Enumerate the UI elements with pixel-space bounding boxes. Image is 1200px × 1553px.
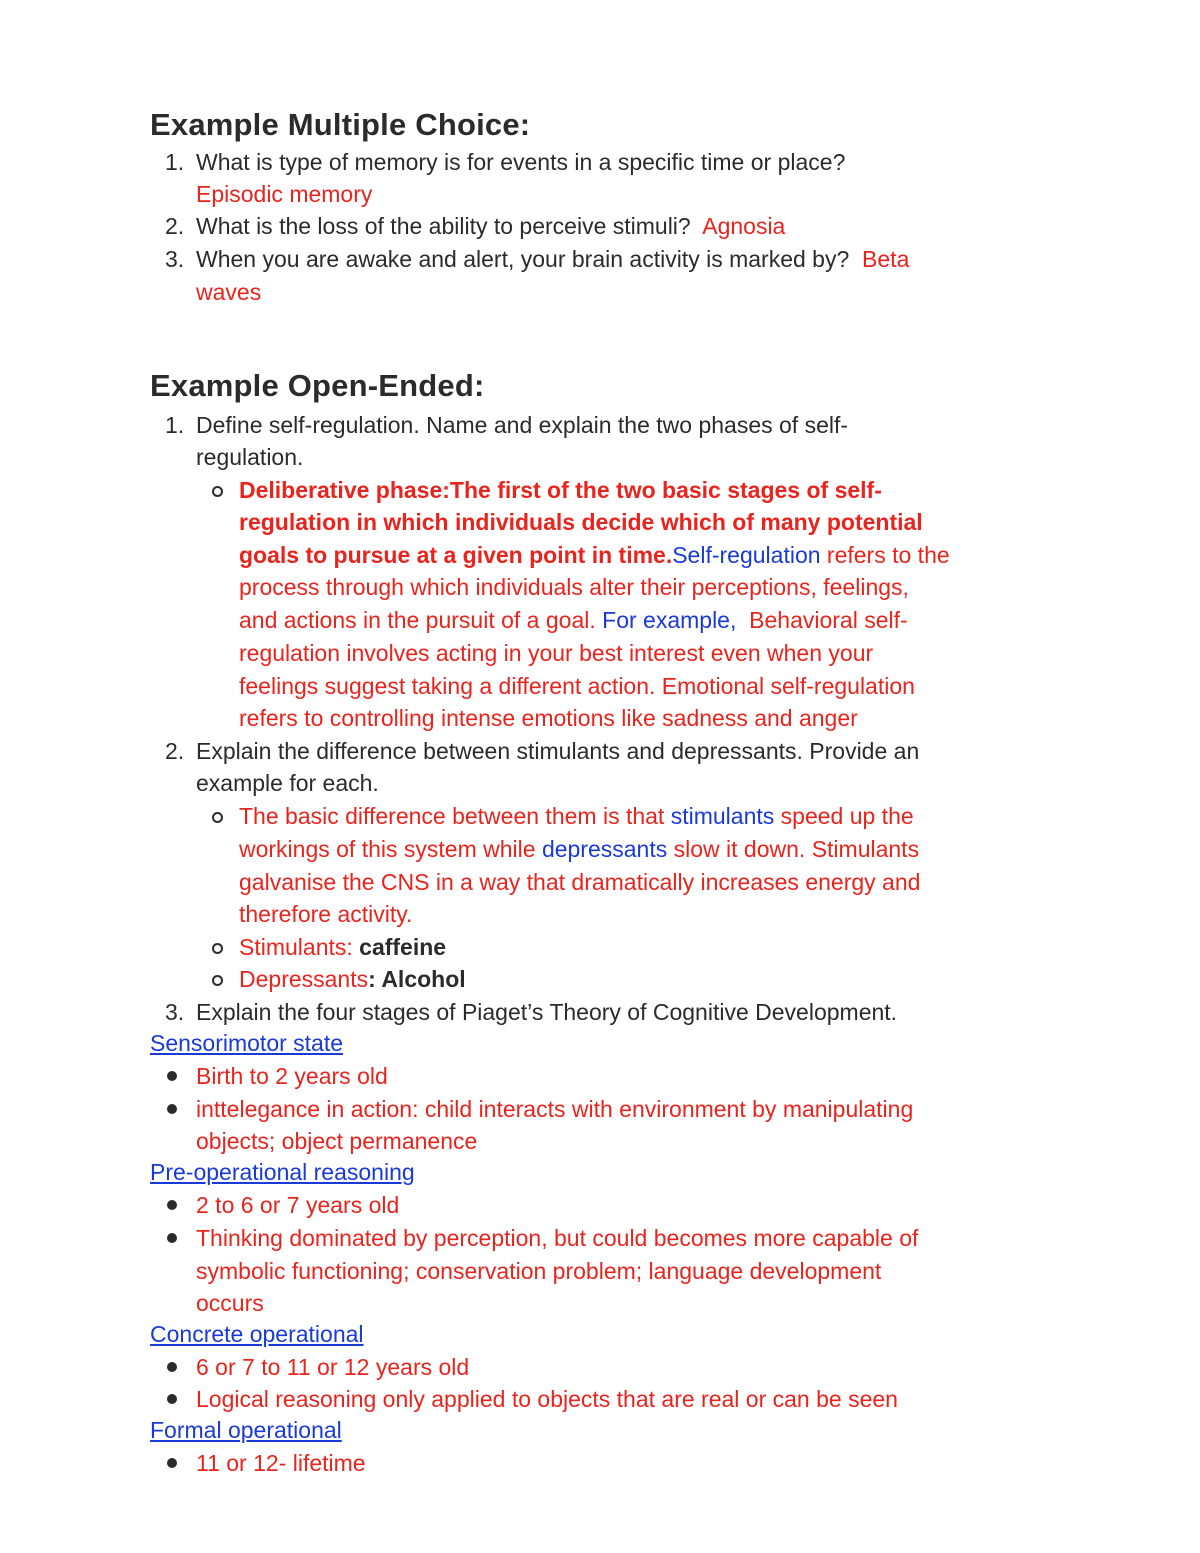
oe-answer-1-bold: goals to pursue at a given point in time.	[239, 542, 673, 568]
bullet-icon	[167, 1394, 177, 1404]
stage-bullet: Thinking dominated by perception, but could becomes more capable of	[196, 1225, 919, 1251]
multiple-choice-heading: Example Multiple Choice:	[150, 107, 531, 142]
oe-answer-2-term: depressants	[541, 836, 668, 862]
hollow-bullet-icon	[212, 943, 223, 954]
mc-question-1: What is type of memory is for events in a specific time or place?	[196, 149, 846, 175]
mc-answer-1: Episodic memory	[196, 181, 373, 207]
oe-answer-2-text: slow it down. Stimulants	[667, 836, 920, 862]
bullet-icon	[167, 1362, 177, 1372]
stage-bullet: 11 or 12- lifetime	[196, 1450, 366, 1476]
hollow-bullet-icon	[212, 486, 223, 497]
oe-question-3: Explain the four stages of Piaget’s Theory of Cognitive Development.	[196, 999, 898, 1025]
bullet-icon	[167, 1233, 177, 1243]
oe-answer-1-line: Deliberative phase:The first of the two basic stages of self-	[239, 477, 882, 503]
oe-answer-2-depressants	[239, 963, 466, 996]
oe-answer-2-line	[239, 833, 919, 866]
hollow-bullet-icon	[212, 812, 223, 823]
bullet-icon	[167, 1458, 177, 1468]
mc-item-number: 2.	[165, 213, 185, 239]
oe-answer-1-line	[239, 604, 908, 637]
oe-question-1-continued: regulation.	[196, 444, 304, 470]
oe-answer-2-text: The basic difference between them is that	[239, 803, 671, 829]
stimulants-label: Stimulants:	[239, 934, 360, 960]
oe-answer-1-line: regulation in which individuals decide which of many potential	[239, 509, 923, 535]
mc-item-number: 3.	[165, 246, 185, 272]
stage-bullet: Birth to 2 years old	[196, 1063, 388, 1089]
oe-answer-1-term: For example,	[602, 607, 737, 633]
oe-question-1: Define self-regulation. Name and explain the two phases of self-	[196, 412, 849, 438]
mc-question-2: What is the loss of the ability to perceive stimuli?	[196, 213, 691, 239]
open-ended-heading: Example Open-Ended:	[150, 368, 485, 403]
oe-answer-1-text: and actions in the pursuit of a goal.	[239, 607, 603, 633]
mc-item-number: 1.	[165, 149, 185, 175]
stage-bullet-continued: objects; object permanence	[196, 1128, 478, 1154]
depressants-example: : Alcohol	[368, 966, 466, 992]
oe-answer-1-line: feelings suggest taking a different action. Emotional self-regulation	[239, 673, 915, 699]
depressants-label: Depressants	[239, 966, 369, 992]
oe-question-2: Explain the difference between stimulants and depressants. Provide an	[196, 738, 920, 764]
oe-answer-1-line	[239, 539, 950, 572]
oe-answer-2-line: galvanise the CNS in a way that dramatically increases energy and	[239, 869, 921, 895]
mc-answer-3: Beta	[862, 246, 910, 272]
stimulants-example: caffeine	[359, 934, 447, 960]
mc-item-2	[196, 210, 785, 243]
oe-answer-1-line: process through which individuals alter their perceptions, feelings,	[239, 574, 909, 600]
oe-answer-1-text: refers to the	[820, 542, 950, 568]
oe-item-number: 3.	[165, 999, 185, 1025]
oe-answer-2-text: workings of this system while	[239, 836, 542, 862]
stage-sensorimotor-link[interactable]: Sensorimotor state	[150, 1030, 344, 1056]
hollow-bullet-icon	[212, 975, 223, 986]
stage-bullet: 6 or 7 to 11 or 12 years old	[196, 1354, 470, 1380]
stage-preoperational-link[interactable]: Pre-operational reasoning	[150, 1159, 415, 1185]
stage-formal-link[interactable]: Formal operational	[150, 1417, 342, 1443]
stage-bullet: inttelegance in action: child interacts with environment by manipulating	[196, 1096, 914, 1122]
mc-item-3	[196, 243, 909, 276]
stage-bullet-continued: symbolic functioning; conservation problem; language development	[196, 1258, 882, 1284]
stage-concrete-link[interactable]: Concrete operational	[150, 1321, 364, 1347]
mc-answer-2: Agnosia	[702, 213, 786, 239]
oe-answer-1-term: Self-regulation	[672, 542, 821, 568]
oe-answer-2-line: therefore activity.	[239, 901, 413, 927]
oe-answer-2-text: speed up the	[774, 803, 914, 829]
oe-item-number: 1.	[165, 412, 185, 438]
bullet-icon	[167, 1071, 177, 1081]
oe-answer-1-text: Behavioral self-	[736, 607, 908, 633]
mc-answer-3-continued: waves	[196, 279, 262, 305]
oe-item-number: 2.	[165, 738, 185, 764]
mc-question-3: When you are awake and alert, your brain activity is marked by?	[196, 246, 850, 272]
oe-answer-2-term: stimulants	[670, 803, 775, 829]
oe-answer-1-line: refers to controlling intense emotions like sadness and anger	[239, 705, 858, 731]
stage-bullet: Logical reasoning only applied to objects that are real or can be seen	[196, 1386, 898, 1412]
oe-answer-1-line: regulation involves acting in your best interest even when your	[239, 640, 874, 666]
bullet-icon	[167, 1104, 177, 1114]
oe-answer-2-line	[239, 800, 914, 833]
stage-bullet-continued: occurs	[196, 1290, 264, 1316]
oe-question-2-continued: example for each.	[196, 770, 379, 796]
stage-bullet: 2 to 6 or 7 years old	[196, 1192, 400, 1218]
oe-answer-2-stimulants	[239, 931, 446, 964]
bullet-icon	[167, 1200, 177, 1210]
